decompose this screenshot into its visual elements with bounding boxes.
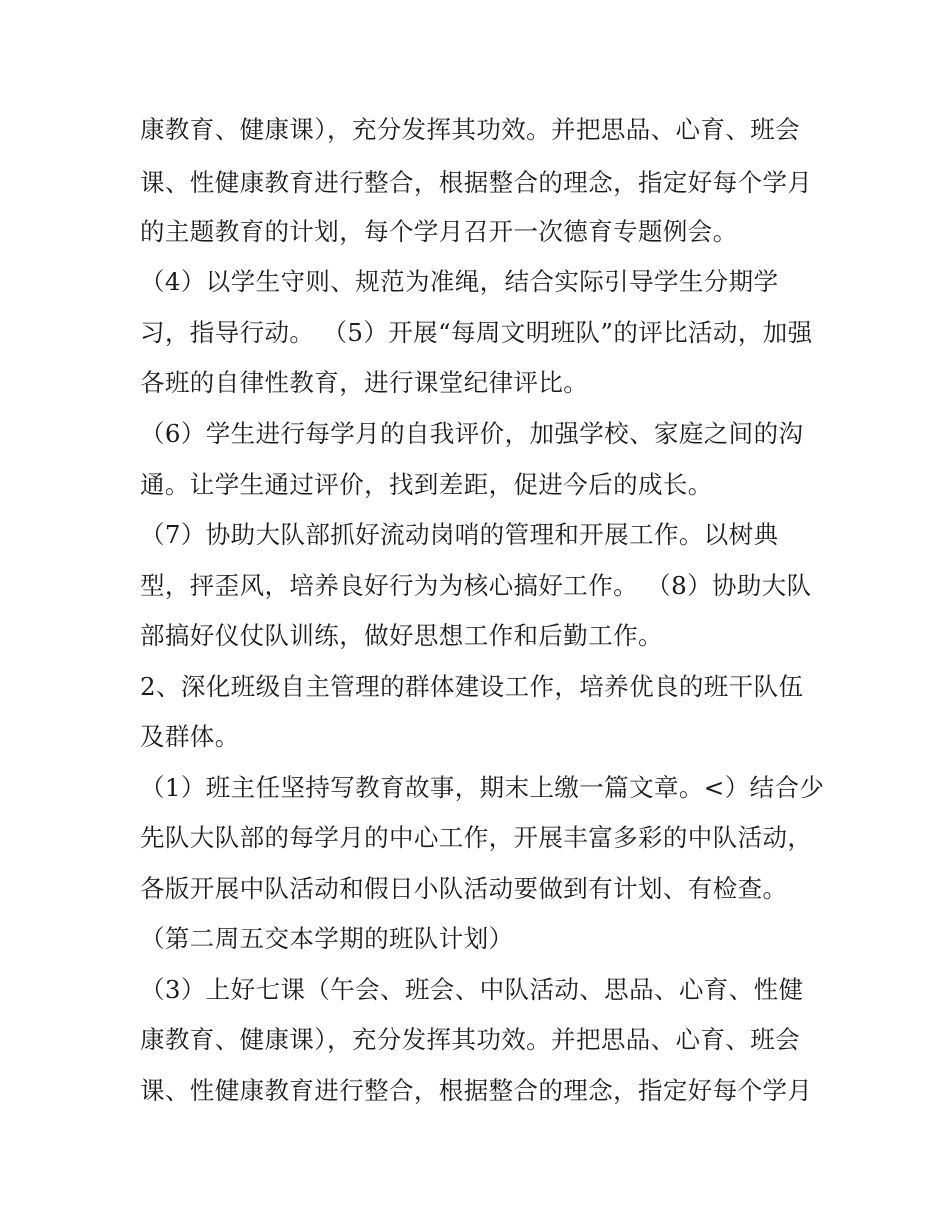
text-line-13: 及群体。 [140, 722, 240, 751]
text-line-17: （第二周五交本学期的班队计划） [140, 924, 514, 953]
text-line-8: 通。让学生通过评价，找到差距，促进今后的成长。 [140, 470, 713, 499]
text-line-10: 型，抨歪风，培养良好行为为核心搞好工作。 （8）协助大队 [140, 571, 812, 600]
text-line-20: 课、性健康教育进行整合，根据整合的理念，指定好每个学月 [140, 1076, 813, 1105]
text-line-1: 康教育、健康课），充分发挥其功效。并把思品、心育、班会 [140, 115, 801, 144]
text-line-2: 课、性健康教育进行整合，根据整合的理念，指定好每个学月 [140, 168, 813, 197]
text-line-16: 各版开展中队活动和假日小队活动要做到有计划、有检查。 [140, 874, 788, 903]
text-line-15: 先队大队部的每学月的中心工作，开展丰富多彩的中队活动， [140, 823, 813, 852]
text-line-19: 康教育、健康课），充分发挥其功效。并把思品、心育、班会 [140, 1025, 801, 1054]
text-line-6: 各班的自律性教育，进行课堂纪律评比。 [140, 368, 589, 397]
text-line-9: （7）协助大队部抓好流动岗哨的管理和开展工作。以树典 [140, 520, 779, 549]
text-line-7: （6）学生进行每学月的自我评价，加强学校、家庭之间的沟 [140, 419, 804, 448]
text-line-3: 的主题教育的计划，每个学月召开一次德育专题例会。 [140, 217, 738, 246]
text-line-5: 习，指导行动。 （5）开展“每周文明班队”的评比活动，加强 [140, 318, 813, 347]
text-line-11: 部搞好仪仗队训练，做好思想工作和后勤工作。 [140, 621, 663, 650]
text-line-18: （3）上好七课（午会、班会、中队活动、思品、心育、性健 [140, 975, 804, 1004]
text-line-12: 2、深化班级自主管理的群体建设工作，培养优良的班干队伍 [140, 672, 804, 701]
text-line-14: （1）班主任坚持写教育故事，期末上缴一篇文章。<）结合少 [140, 773, 825, 802]
text-line-4: （4）以学生守则、规范为准绳，结合实际引导学生分期学 [140, 267, 779, 296]
